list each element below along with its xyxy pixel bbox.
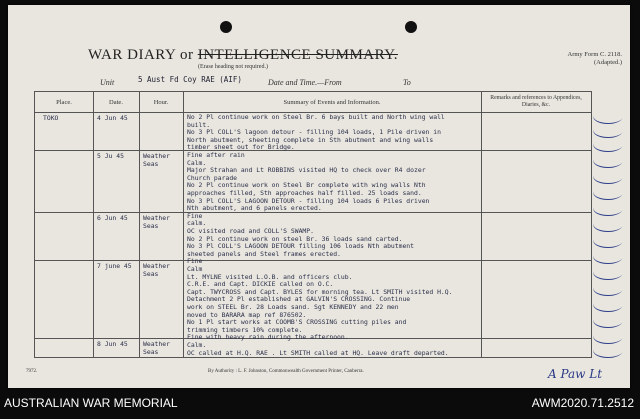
- summary-line: Capt. TWYCROSS and Capt. BYLES for morning tea. Lt SMITH visited H.Q.: [187, 287, 453, 296]
- col-header-summary: Summary of Events and Information.: [183, 92, 482, 112]
- remarks-initials: [590, 109, 625, 124]
- summary-line: Fine: [187, 211, 203, 220]
- summary-line: sheeted panels and Steel frames erected.: [187, 249, 341, 258]
- summary-line: OC visited road and COLL'S SWAMP.: [187, 227, 314, 235]
- unit-value: 5 Aust Fd Coy RAE (AIF): [138, 75, 242, 84]
- remarks-initials: [590, 201, 625, 216]
- remarks-initials: [590, 123, 625, 138]
- summary-line: No 2 Pl continue work on Steel Br. 6 bays built and North wing wall: [187, 113, 445, 121]
- remarks-initials: [590, 329, 625, 344]
- form-id: Army Form C. 2118.: [567, 51, 622, 58]
- summary-line: Calm.: [187, 158, 207, 167]
- officer-signature: A Paw Lt: [548, 367, 603, 381]
- summary-line: OC called at H.Q. RAE . Lt SMITH called at HQ. Leave draft departed.: [187, 348, 449, 357]
- summary-line: Fine: [187, 257, 203, 266]
- summary-line: moved to BARARA map ref 876502.: [187, 310, 307, 319]
- summary-line: No 3 Pl COLL'S LAGOON DETOUR - filling 104 loads 6 Piles driven: [187, 196, 430, 205]
- form-number: 7972.: [26, 369, 38, 374]
- to-label: To: [403, 78, 411, 87]
- archive-caption: AUSTRALIAN WAR MEMORIAL: [4, 396, 178, 410]
- printer-authority: By Authority : L. F. Johnston, Commonwealth Government Printer, Canberra.: [208, 369, 364, 374]
- date-cell: 6 Jun 45: [97, 214, 128, 222]
- summary-line: Nth abutment, and 6 panels erected.: [187, 204, 322, 213]
- remarks-initials: [590, 137, 625, 152]
- remarks-initials: [590, 343, 625, 358]
- summary-line: Calm.: [187, 341, 207, 349]
- col-divider: [93, 92, 94, 357]
- diary-table: [34, 91, 592, 358]
- summary-line: calm.: [187, 219, 207, 228]
- summary-line: No 3 Pl COLL'S LAGOON DETOUR filling 106 loads Nth abutment: [187, 242, 415, 251]
- place-value: TOKO: [43, 114, 59, 122]
- form-note: (Adapted.): [594, 59, 622, 66]
- summary-line: Detachment 2 Pl established at GALVIN'S CROSSING. Continue: [187, 295, 411, 304]
- summary-line: Church parade: [187, 173, 238, 182]
- army-form-id: [568, 51, 622, 67]
- summary-line: C.R.E. and Capt. DICKIE called on O.C.: [187, 280, 334, 289]
- summary-line: Fine after rain: [187, 151, 245, 159]
- col-divider: [139, 92, 140, 357]
- date-cell: 7 june 45: [97, 262, 132, 270]
- summary-line: Calm: [187, 265, 203, 273]
- col-divider: [481, 92, 482, 357]
- archive-reference: AWM2020.71.2512: [531, 396, 634, 410]
- remarks-initials: [590, 233, 625, 248]
- hour-cell: Weather Seas: [143, 152, 170, 168]
- summary-line: North abutment, sheeting complete in Sth abutment and wing walls: [187, 135, 434, 144]
- summary-line: No 2 Pl continue work on Steel Br complete with wing walls Nth: [187, 181, 426, 190]
- col-divider: [183, 92, 184, 357]
- summary-line: built.: [187, 120, 211, 129]
- col-header-place: Place.: [35, 92, 94, 112]
- title-intelligence-summary: INTELLIGENCE SUMMARY.: [197, 47, 398, 63]
- hour-cell: Weather Seas: [143, 214, 170, 230]
- date-cell: 5 Ju 45: [97, 152, 124, 160]
- hour-cell: Weather Seas: [143, 262, 170, 278]
- summary-line: No 3 Pl COLL'S lagoon detour - filling 104 loads, 1 Pile driven in: [187, 128, 441, 137]
- punch-hole: [405, 21, 417, 33]
- remarks-initials: [590, 313, 625, 328]
- date-cell: 8 Jun 45: [97, 340, 128, 348]
- title-war-diary: WAR DIARY or: [88, 47, 194, 63]
- summary-line: No 1 Pl start works at COOMB'S CROSSING cutting piles and: [187, 318, 407, 327]
- diary-sheet: [8, 5, 630, 388]
- col-header-hour: Hour.: [139, 92, 184, 112]
- summary-line: No 2 Pl continue work on steel Br. 36 loads sand carted.: [187, 234, 403, 243]
- erase-note: (Erase heading not required.): [198, 64, 268, 70]
- summary-line: Fine with heavy rain during the afternoon.: [187, 333, 349, 342]
- unit-label: Unit: [100, 78, 115, 87]
- hour-cell: Weather Seas: [143, 340, 170, 356]
- date-cell: 4 Jun 45: [97, 114, 128, 122]
- summary-line: work on STEEL Br. 28 Loads sand. Sgt KENNEDY and 22 men: [187, 303, 399, 311]
- remarks-initials: [590, 249, 625, 264]
- remarks-initials: [590, 281, 625, 296]
- col-header-date: Date.: [93, 92, 140, 112]
- remarks-initials: [590, 265, 625, 280]
- summary-line: Major Strahan and Lt ROBBINS visited HQ to check over R4 dozer: [187, 166, 426, 175]
- remarks-initials: [590, 217, 625, 232]
- remarks-initials: [590, 297, 625, 312]
- remarks-initials: [590, 169, 625, 184]
- summary-line: Lt. MYLNE visited L.O.B. and officers club.: [187, 272, 353, 281]
- datetime-label: Date and Time.—From: [268, 78, 342, 87]
- summary-entries: [185, 112, 477, 359]
- col-header-remarks: Remarks and references to Appendices, Diaries, &c.: [490, 95, 582, 108]
- summary-line: timber sheet out for Bridge.: [187, 143, 295, 152]
- form-title: [8, 47, 478, 64]
- remarks-initials: [590, 185, 625, 200]
- summary-line: approaches filled, Sth approaches half filled. 25 loads sand.: [187, 189, 422, 197]
- summary-line: trimming timbers 10% complete.: [187, 325, 303, 334]
- remarks-initials: [590, 153, 625, 168]
- punch-hole: [220, 21, 232, 33]
